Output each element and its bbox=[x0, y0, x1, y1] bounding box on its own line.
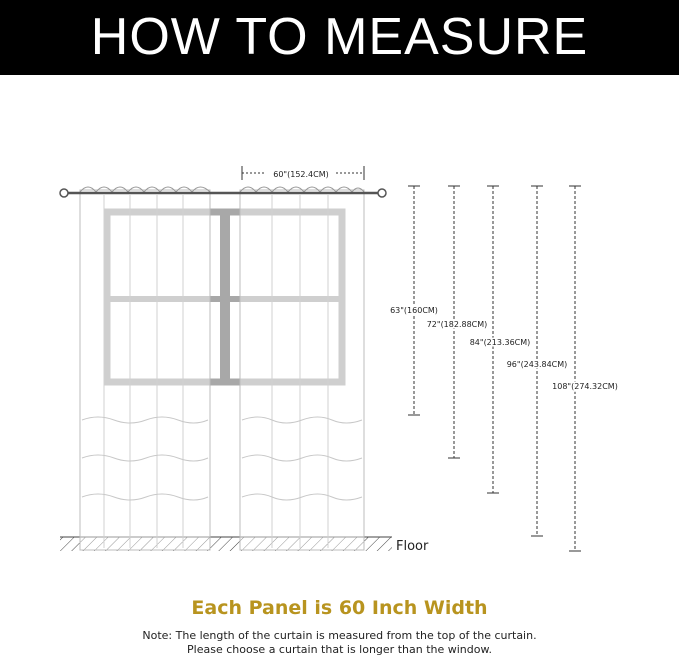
right-curtain-panel bbox=[240, 187, 364, 550]
left-curtain-panel bbox=[80, 187, 210, 550]
floor-label: Floor bbox=[396, 539, 429, 554]
title-banner bbox=[0, 0, 679, 75]
right-panel-body bbox=[240, 190, 364, 550]
rod-left-finial bbox=[60, 189, 68, 197]
length-63 bbox=[390, 186, 438, 415]
length-72 bbox=[427, 186, 488, 458]
left-panel-body bbox=[80, 190, 210, 550]
length-96 bbox=[507, 186, 568, 536]
length-label-96: 96"(243.84CM) bbox=[506, 360, 568, 369]
note-line-1: Note: The length of the curtain is measured from the top of the curtain. bbox=[142, 629, 537, 642]
length-label-108: 108"(274.32CM) bbox=[552, 382, 618, 391]
rod-right-finial bbox=[378, 189, 386, 197]
length-label-72: 72"(182.88CM) bbox=[426, 320, 488, 329]
banner-title: HOW TO MEASURE bbox=[90, 8, 589, 66]
length-label-63: 63"(160CM) bbox=[390, 306, 438, 315]
length-84 bbox=[470, 186, 531, 493]
panel-width-headline: Each Panel is 60 Inch Width bbox=[191, 597, 488, 619]
length-label-84: 84"(213.36CM) bbox=[469, 338, 531, 347]
panel-width-label: 60"(152.4CM) bbox=[273, 170, 329, 179]
panel-width-dimension bbox=[242, 166, 364, 180]
note-line-2: Please choose a curtain that is longer than the window. bbox=[187, 643, 492, 656]
measurement-diagram bbox=[0, 75, 679, 595]
length-measurements bbox=[390, 186, 618, 551]
